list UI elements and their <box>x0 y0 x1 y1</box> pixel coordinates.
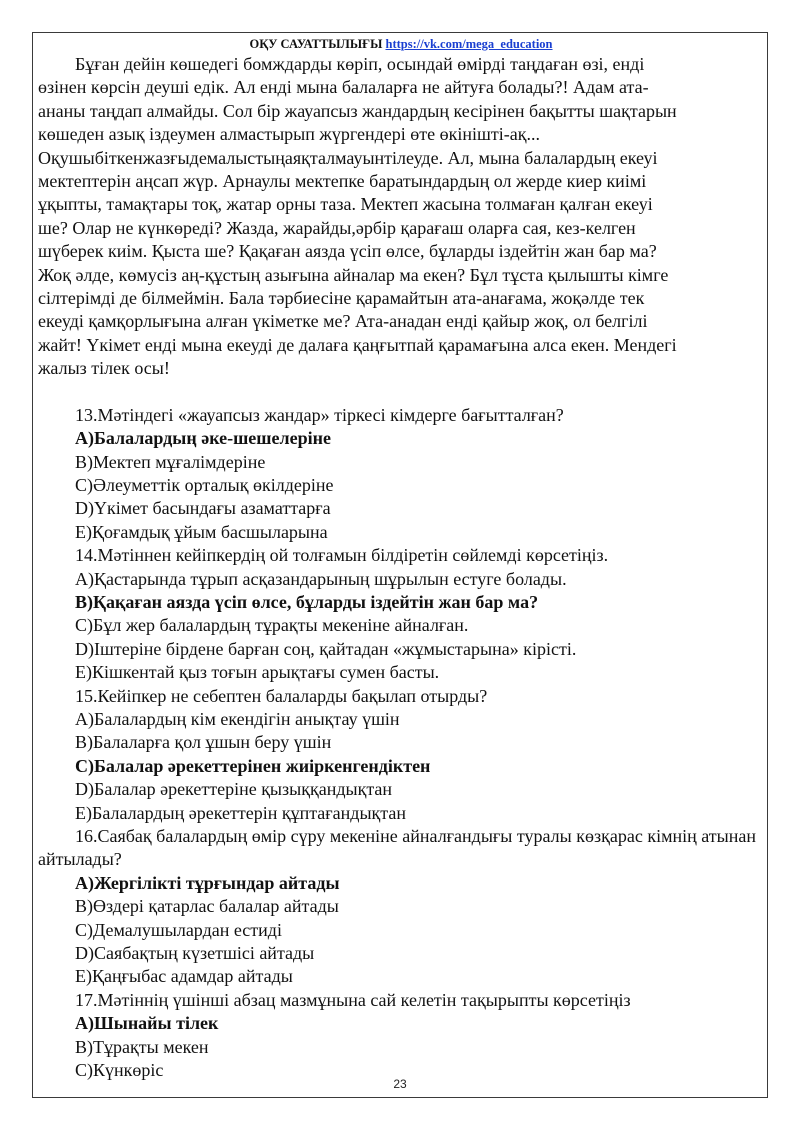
answer-option-correct: В)Қақаған аязда үсіп өлсе, бұларды іздейтін жан бар ма? <box>75 591 539 612</box>
question-text: 14.Мәтіннен кейіпкердің ой толғамын білдіретін сөйлемді көрсетіңіз. <box>75 545 609 566</box>
page-content <box>38 36 764 1082</box>
answer-option: А)Балалардың кім екендігін анықтау үшін <box>75 708 400 729</box>
question-text: 15.Кейіпкер не себептен балаларды бақылап отырды? <box>75 685 488 706</box>
answer-option: Е)Кішкентай қыз тоғын арықтағы сумен басты. <box>75 662 440 683</box>
question-text: 16.Саябақ балалардың өмір сүру мекеніне айналғандығы туралы көзқарас кімнің атынан айтылады? <box>38 826 756 870</box>
question-text: 13.Мәтіндегі «жауапсыз жандар» тіркесі кімдерге бағытталған? <box>75 404 564 425</box>
passage-line: ше? Олар не күнкөреді? Жазда, жарайды,әрбір қарағаш оларға сая, кез-келген <box>38 217 636 238</box>
answer-option: В)Өздері қатарлас балалар айтады <box>75 896 339 917</box>
answer-option: С)Бұл жер балалардың тұрақты мекеніне айналған. <box>75 615 469 636</box>
passage-line: шүберек киім. Қыста ше? Қақаған аязда үсіп өлсе, бұларды іздейтін жан бар ма? <box>38 241 657 262</box>
answer-option: D)Саябақтың күзетшісі айтады <box>75 943 315 964</box>
answer-option: В)Тұрақты мекен <box>75 1036 209 1057</box>
answer-option-correct: А)Шынайы тілек <box>75 1013 219 1034</box>
question-block <box>38 404 764 544</box>
header-title: ОҚУ САУАТТЫЛЫҒЫ <box>249 37 383 51</box>
answer-option: Е)Қаңғыбас адамдар айтады <box>75 966 293 987</box>
header-link[interactable]: https://vk.com/mega_education <box>385 37 553 51</box>
answer-option: D)Үкімет басындағы азаматтарға <box>75 498 331 519</box>
passage-line: екеуді қамқорлығына алған үкіметке ме? Ата-анадан енді қайыр жоқ, ол белгілі <box>38 311 648 332</box>
passage-line: көшеден азық іздеумен алмастырып жүргендері өте өкінішті-ақ... <box>38 124 540 145</box>
passage-line: Жоқ әлде, көмусіз аң-құстың азығына айналар ма екен? Бұл тұста қылышты кімге <box>38 264 669 285</box>
question-block <box>38 685 764 825</box>
answer-option: D)Іштеріне бірдене барған соң, қайтадан «жұмыстарына» кірісті. <box>75 638 577 659</box>
answer-option: D)Балалар әрекеттеріне қызыққандықтан <box>75 779 393 800</box>
passage-line: өзінен көрсін деуші едік. Ал енді мына балаларға не айтуға болады?! Адам ата- <box>38 77 649 98</box>
question-block <box>38 989 764 1083</box>
answer-option: А)Қастарында тұрып асқазандарының шұрылын естуге болады. <box>75 568 567 589</box>
passage-line: жайт! Үкімет енді мына екеуді де далаға қаңғытпай қарамағына алса екен. Мендегі <box>38 334 677 355</box>
answer-option-correct: А)Жергілікті тұрғындар айтады <box>75 872 340 893</box>
passage-line: ананы таңдап алмайды. Сол бір жауапсыз жандардың кесірінен бақытты шақтарын <box>38 100 677 121</box>
question-block <box>38 544 764 684</box>
answer-option: Е)Қоғамдық ұйым басшыларына <box>75 521 328 542</box>
reading-passage <box>38 53 764 381</box>
answer-option: В)Балаларға қол ұшын беру үшін <box>75 732 332 753</box>
answer-option-correct: А)Балалардың әке-шешелеріне <box>75 428 331 449</box>
question-text: 17.Мәтіннің үшінші абзац мазмұнына сай келетін тақырыпты көрсетіңіз <box>75 989 631 1010</box>
answer-option: С)Күнкөріс <box>75 1060 164 1081</box>
passage-line: сілтерімді де білмеймін. Бала тәрбиесіне қарамайтын ата-анағама, жоқәлде тек <box>38 288 645 309</box>
answer-option-correct: С)Балалар әрекеттерінен жиіркенгендіктен <box>75 755 431 776</box>
question-list <box>38 404 764 1083</box>
page-number: 23 <box>393 1077 407 1091</box>
passage-line: Бұған дейін көшедегі бомждарды көріп, осындай өмірді таңдаған өзі, енді <box>75 54 645 74</box>
page-header <box>38 36 764 52</box>
section-gap <box>38 381 764 404</box>
answer-option: Е)Балалардың әрекеттерін құптағандықтан <box>75 802 407 823</box>
passage-line: мектептерін аңсап жүр. Арнаулы мектепке баратындардың ол жерде киер киімі <box>38 171 647 192</box>
passage-line: Оқушыбіткенжазғыдемалыстыңаяқталмауынтілеуде. Ал, мына балалардың екеуі <box>38 147 658 168</box>
answer-option: В)Мектеп мұғалімдеріне <box>75 451 266 472</box>
question-block <box>38 825 764 989</box>
passage-line: ұқыпты, тамақтары тоқ, жатар орны таза. Мектеп жасына толмаған қалған екеуі <box>38 194 653 215</box>
answer-option: С)Демалушылардан естиді <box>75 919 282 940</box>
answer-option: С)Әлеуметтік орталық өкілдеріне <box>75 474 334 495</box>
passage-line: жалыз тілек осы! <box>38 358 170 379</box>
